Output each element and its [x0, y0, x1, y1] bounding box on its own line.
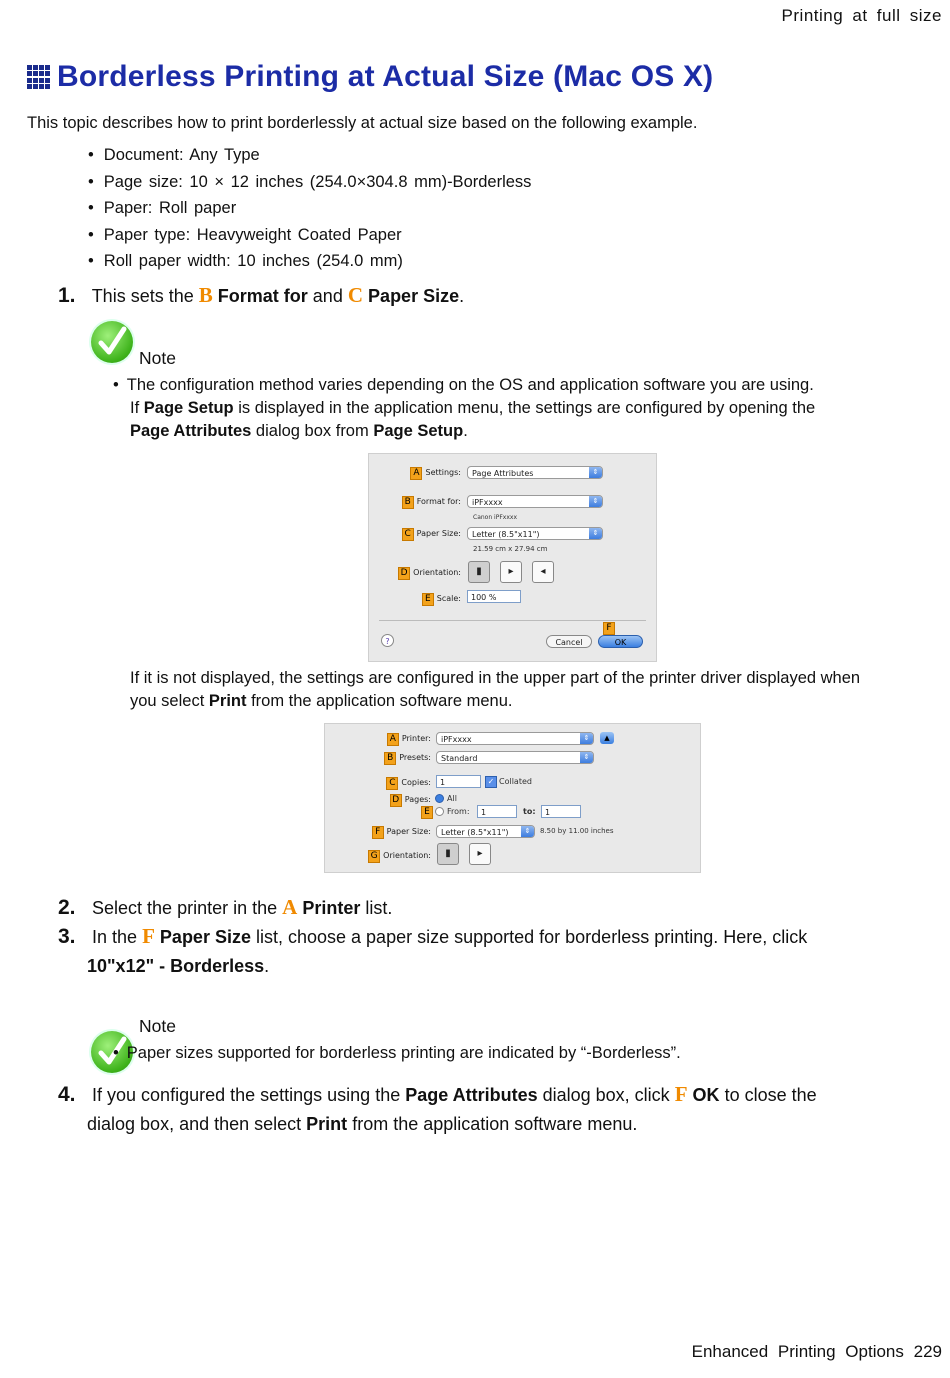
landscape-reverse-orientation-icon[interactable]: ◂: [532, 561, 554, 583]
popup-value: Page Attributes: [472, 469, 534, 478]
ui-term: Page Setup: [373, 422, 464, 440]
ui-term: Page Attributes: [130, 422, 252, 440]
running-header: Printing at full size: [781, 6, 942, 25]
step-text: and: [312, 286, 343, 306]
label-text: Printer:: [401, 734, 431, 743]
from-callout: [421, 806, 436, 819]
popup-arrow-icon: ⇕: [521, 826, 534, 837]
ui-term: 10"x12" - Borderless: [87, 956, 265, 976]
para-text: If it is not displayed, the settings are configured in the upper part of the printer driver displayed when: [130, 669, 861, 687]
ui-term: OK: [692, 1085, 720, 1105]
step-text: If you configured the settings using the: [92, 1085, 401, 1105]
list-item: • Paper type: Heavyweight Coated Paper: [88, 224, 531, 251]
format-for-popup[interactable]: [467, 495, 603, 508]
from-radio[interactable]: [435, 807, 444, 816]
to-label: to:: [523, 807, 536, 816]
paper-size-label: [325, 826, 431, 839]
callout-tag: F: [603, 622, 615, 635]
from-field[interactable]: 1: [477, 805, 517, 818]
para-text: you select: [130, 692, 205, 710]
callout-letter: F: [142, 924, 155, 948]
step-1: [58, 281, 464, 311]
step-text: dialog box, click: [542, 1085, 670, 1105]
callout-tag: D: [390, 794, 402, 807]
callout-tag: A: [387, 733, 399, 746]
label-text: Paper Size:: [416, 529, 461, 538]
footer-text: Enhanced Printing Options: [691, 1342, 904, 1361]
callout-tag: E: [422, 593, 434, 606]
step-text: dialog box, and then select: [87, 1114, 302, 1134]
ui-term: Print: [208, 692, 247, 710]
step-4: [58, 1080, 918, 1139]
label-text: Format for:: [416, 497, 461, 506]
label-text: Presets:: [399, 753, 431, 762]
ui-term: Paper Size: [368, 286, 460, 306]
popup-arrow-icon: ⇕: [589, 496, 602, 507]
page-footer: [692, 1342, 942, 1362]
label-text: Settings:: [425, 468, 461, 477]
scale-label: [369, 593, 461, 606]
landscape-orientation-icon[interactable]: ▸: [469, 843, 491, 865]
list-item: • Paper: Roll paper: [88, 197, 531, 224]
note-label: Note: [139, 1016, 176, 1036]
list-item: • Page size: 10 × 12 inches (254.0×304.8 mm)-Borderless: [88, 171, 531, 198]
note-text: is displayed in the application menu, the settings are configured by opening the: [238, 399, 816, 417]
copies-label: [325, 777, 431, 790]
note-text: Paper sizes supported for borderless printing are indicated by “-Borderless”.: [126, 1044, 681, 1062]
note-text: The configuration method varies depending on the OS and application software you are using.: [126, 376, 814, 394]
popup-value: iPFxxxx: [472, 498, 503, 507]
label-text: Orientation:: [413, 568, 461, 577]
paper-size-popup[interactable]: [467, 527, 603, 540]
step-number: 3.: [58, 925, 76, 948]
callout-letter: A: [282, 895, 298, 919]
print-dialog-screenshot: [324, 723, 701, 873]
paper-size-label: [369, 528, 461, 541]
printer-popup[interactable]: [436, 732, 594, 745]
callout-tag: G: [368, 850, 380, 863]
step-text: from the application software menu.: [352, 1114, 638, 1134]
page-title: Borderless Printing at Actual Size (Mac OS X): [57, 60, 714, 93]
callout-tag: E: [421, 806, 433, 819]
step-number: 1.: [58, 284, 76, 307]
ui-term: Page Attributes: [405, 1085, 538, 1105]
presets-popup[interactable]: [436, 751, 594, 764]
callout-tag: B: [402, 496, 414, 509]
format-label: [369, 496, 461, 509]
callout-tag: B: [384, 752, 396, 765]
popup-value: Standard: [441, 754, 478, 763]
label-text: Pages:: [404, 795, 431, 804]
list-item: • Document: Any Type: [88, 144, 531, 171]
printer-label: [325, 733, 431, 746]
help-icon[interactable]: ?: [381, 634, 394, 647]
grid-icon: [27, 65, 51, 89]
ui-term: Paper Size: [159, 927, 251, 947]
popup-arrow-icon: ⇕: [589, 467, 602, 478]
page-attributes-dialog-screenshot: [368, 453, 657, 662]
label-text: Orientation:: [383, 851, 431, 860]
expand-icon[interactable]: ▲: [600, 732, 614, 744]
step-text: .: [264, 956, 270, 976]
collated-checkbox[interactable]: ✓: [485, 776, 497, 788]
step-3: [58, 922, 918, 981]
step-text: list, choose a paper size supported for borderless printing. Here, click: [255, 927, 808, 947]
presets-label: [325, 752, 431, 765]
all-label: All: [447, 794, 457, 803]
ui-term: Page Setup: [143, 399, 234, 417]
step-text: .: [459, 286, 465, 306]
callout-letter: B: [198, 283, 213, 307]
callout-tag: A: [410, 467, 422, 480]
popup-value: Letter (8.5"x11"): [441, 828, 509, 837]
paper-size-popup[interactable]: [436, 825, 535, 838]
pages-label: [325, 794, 431, 807]
callout-tag: C: [386, 777, 398, 790]
portrait-orientation-icon[interactable]: ▮: [437, 843, 459, 865]
callout-letter: F: [674, 1082, 688, 1106]
ok-button[interactable]: OK: [598, 635, 643, 648]
cancel-button[interactable]: Cancel: [546, 635, 592, 648]
popup-arrow-icon: ⇕: [589, 528, 602, 539]
ui-term: Format for: [217, 286, 308, 306]
scale-field[interactable]: 100 %: [467, 590, 521, 603]
popup-value: Letter (8.5"x11"): [472, 530, 540, 539]
note-2: • Paper sizes supported for borderless printing are indicated by “-Borderless”.: [113, 1044, 681, 1062]
popup-value: iPFxxxx: [441, 735, 472, 744]
step-text: to close the: [724, 1085, 817, 1105]
example-list: [88, 144, 531, 277]
paper-dims: 8.50 by 11.00 inches: [540, 827, 614, 835]
ui-term: Print: [306, 1114, 348, 1134]
callout-tag: C: [402, 528, 414, 541]
step-number: 4.: [58, 1083, 76, 1106]
para-text: from the application software menu.: [251, 692, 513, 710]
step-text: In the: [92, 927, 138, 947]
title-row: [27, 60, 713, 94]
note-text: dialog box from: [255, 422, 369, 440]
settings-popup[interactable]: [467, 466, 603, 479]
step-number: 2.: [58, 896, 76, 919]
popup-arrow-icon: ⇕: [580, 752, 593, 763]
page-number: 229: [913, 1342, 942, 1361]
label-text: Paper Size:: [386, 827, 431, 836]
from-label: From:: [447, 807, 470, 816]
label-text: Scale:: [436, 594, 461, 603]
paper-size-sub: 21.59 cm x 27.94 cm: [473, 545, 548, 553]
all-radio[interactable]: [435, 794, 444, 803]
note-1: • The configuration method varies depending on the OS and application software you are using. If Page Setup is displayed in the application menu, the settings are configured by opening the Page Attributes dialog box from Page Setup.: [113, 376, 816, 440]
step-2: [58, 893, 392, 923]
para-2: [130, 667, 920, 713]
popup-arrow-icon: ⇕: [580, 733, 593, 744]
step-text: list.: [365, 898, 393, 918]
list-item: • Roll paper width: 10 inches (254.0 mm): [88, 250, 531, 277]
settings-label: [369, 467, 461, 480]
note-check-icon: [91, 321, 133, 363]
note-label: Note: [139, 348, 176, 368]
to-field[interactable]: 1: [541, 805, 581, 818]
landscape-orientation-icon[interactable]: ▸: [500, 561, 522, 583]
collated-label: Collated: [499, 777, 532, 786]
intro-text: This topic describes how to print borderlessly at actual size based on the following example.: [27, 114, 698, 132]
callout-tag: F: [372, 826, 384, 839]
format-sub: Canon iPFxxxx: [473, 514, 517, 521]
step-text: This sets the: [91, 286, 194, 306]
orientation-label: [325, 850, 431, 863]
orientation-label: [369, 567, 461, 580]
ui-term: Printer: [302, 898, 361, 918]
callout-tag: D: [398, 567, 410, 580]
divider: [379, 620, 646, 621]
label-text: Copies:: [401, 778, 431, 787]
note-text: .: [463, 422, 468, 440]
copies-field[interactable]: 1: [436, 775, 481, 788]
callout-letter: C: [347, 283, 364, 307]
note-text: If: [130, 399, 140, 417]
step-text: Select the printer in the: [92, 898, 278, 918]
ok-callout: [603, 622, 618, 635]
portrait-orientation-icon[interactable]: ▮: [468, 561, 490, 583]
